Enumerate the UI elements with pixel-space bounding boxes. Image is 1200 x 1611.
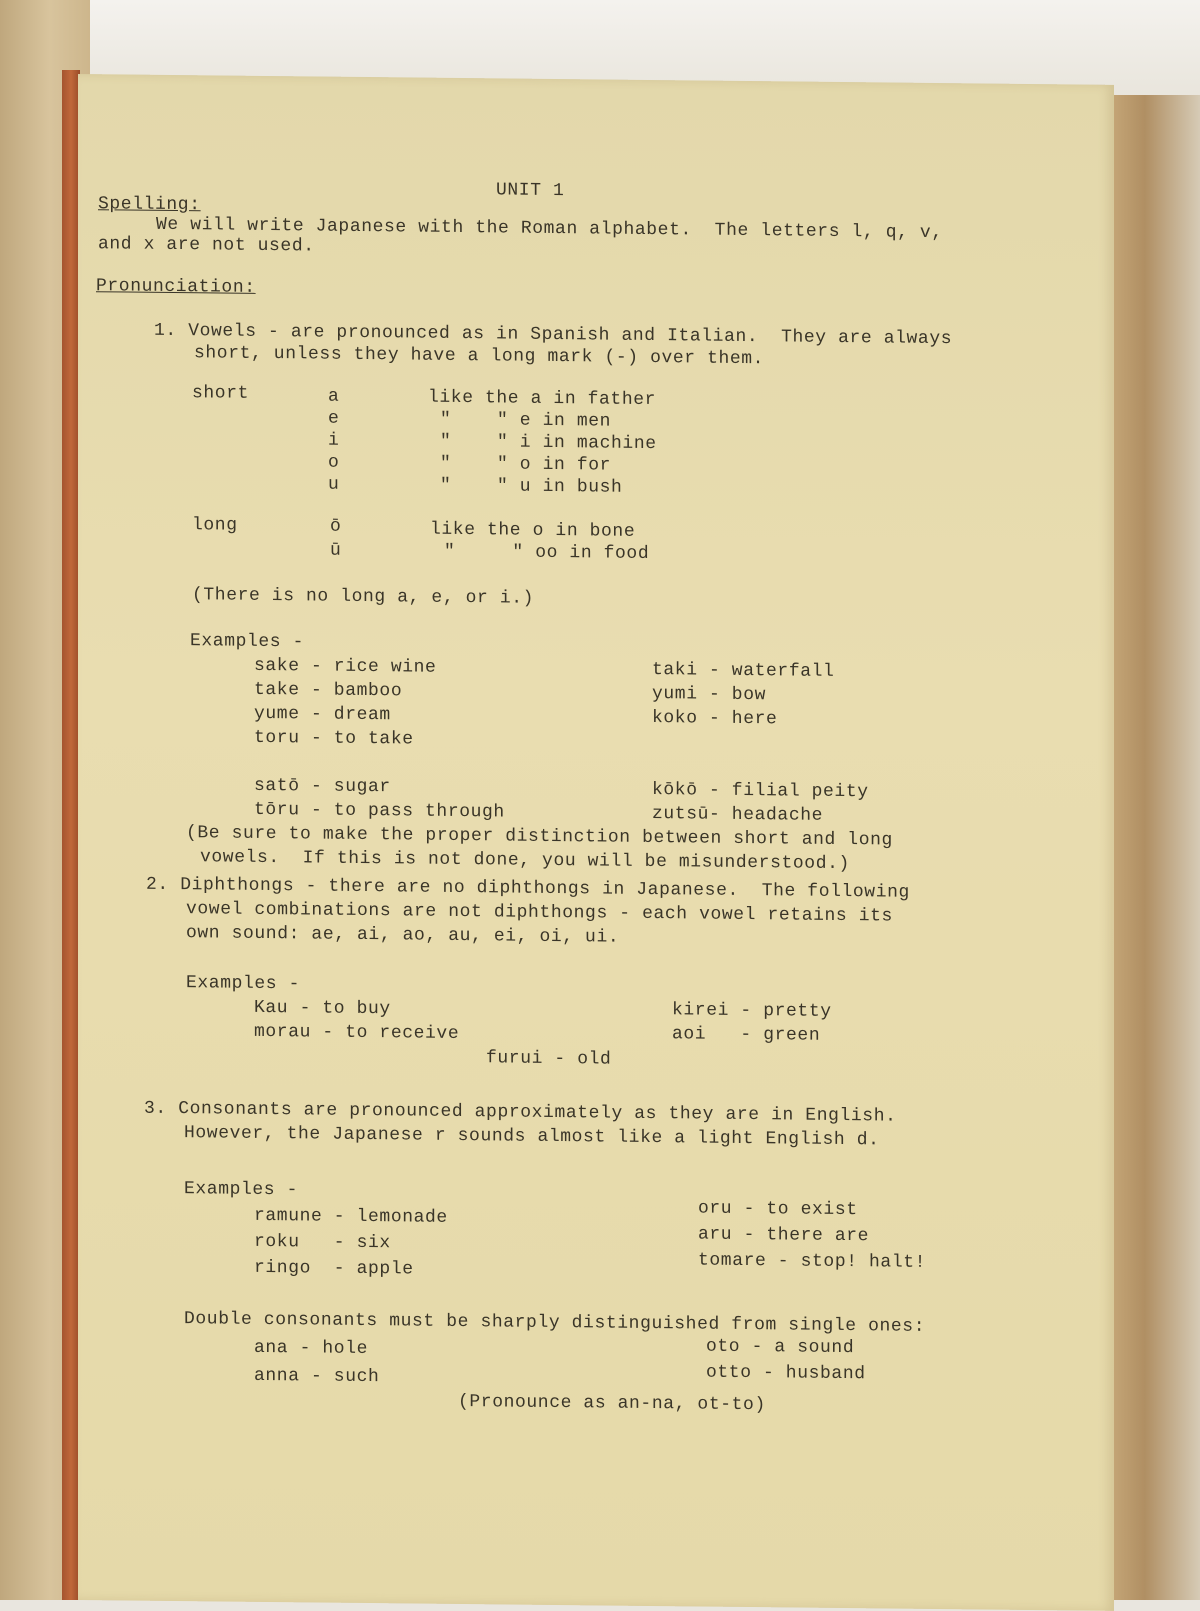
- long-example-right: kōkō - filial peity: [652, 780, 869, 803]
- short-letter: i: [328, 430, 340, 451]
- consonant-example-left: ringo - apple: [254, 1257, 414, 1280]
- short-label: short: [192, 383, 250, 404]
- short-letter: a: [328, 386, 340, 407]
- example-right: koko - here: [652, 708, 778, 730]
- consonant-example-right: tomare - stop! halt!: [698, 1250, 927, 1273]
- caution-line-2: vowels. If this is not done, you will be misunderstood.): [200, 847, 850, 875]
- example-right: yumi - bow: [652, 684, 767, 706]
- short-desc: like the a in father: [428, 387, 657, 411]
- pronunciation-heading: Pronunciation:: [96, 276, 256, 298]
- short-desc: " " u in bush: [440, 475, 623, 498]
- no-long-note: (There is no long a, e, or i.): [192, 585, 535, 609]
- diphthongs-line-1: 2. Diphthongs - there are no diphthongs in Japanese. The following: [146, 874, 910, 903]
- diphthong-example-center: furui - old: [486, 1048, 612, 1070]
- spelling-line-1: We will write Japanese with the Roman alphabet. The letters l, q, v,: [156, 214, 943, 244]
- long-desc: like the o in bone: [430, 519, 636, 542]
- consonants-line-1: 3. Consonants are pronounced approximately as they are in English.: [144, 1098, 897, 1127]
- short-desc: " " i in machine: [440, 431, 657, 455]
- long-desc: " " oo in food: [444, 541, 650, 564]
- double-consonants-line: Double consonants must be sharply distinguished from single ones:: [184, 1309, 926, 1337]
- consonants-examples-label: Examples -: [184, 1179, 299, 1201]
- diphthongs-line-2: vowel combinations are not diphthongs - each vowel retains its: [186, 899, 893, 927]
- long-label: long: [192, 515, 238, 536]
- consonant-example-left: ramune - lemonade: [254, 1205, 448, 1228]
- double-example-right: otto - husband: [706, 1362, 866, 1385]
- double-example-left: anna - such: [254, 1365, 380, 1388]
- long-letter: ō: [330, 516, 342, 537]
- right-cover-edge: [1108, 95, 1200, 1600]
- example-left: yume - dream: [254, 703, 391, 726]
- example-left: take - bamboo: [254, 679, 403, 702]
- long-example-left: satō - sugar: [254, 775, 391, 798]
- short-desc: " " o in for: [440, 453, 612, 476]
- long-letter: ū: [330, 540, 342, 561]
- vowels-intro-2: short, unless they have a long mark (-) over them.: [194, 343, 765, 370]
- short-letter: o: [328, 452, 340, 473]
- diphthong-example-right: kirei - pretty: [672, 1000, 832, 1022]
- diphthong-example-right: aoi - green: [672, 1024, 821, 1046]
- consonant-example-right: oru - to exist: [698, 1198, 858, 1221]
- example-left: sake - rice wine: [254, 655, 437, 678]
- diphthong-example-left: morau - to receive: [254, 1021, 460, 1044]
- examples-label: Examples -: [190, 631, 305, 653]
- vowels-intro-1: 1. Vowels - are pronounced as in Spanish and Italian. They are always: [154, 320, 953, 350]
- short-letter: e: [328, 408, 340, 429]
- caution-line-1: (Be sure to make the proper distinction between short and long: [186, 823, 893, 851]
- diphthongs-examples-label: Examples -: [186, 973, 301, 995]
- short-desc: " " e in men: [440, 409, 612, 432]
- consonants-line-2: However, the Japanese r sounds almost like a light English d.: [184, 1123, 880, 1151]
- spelling-heading: Spelling:: [98, 194, 201, 216]
- typed-page: [78, 74, 1114, 1611]
- example-left: toru - to take: [254, 727, 414, 750]
- long-example-right: zutsū- headache: [652, 804, 824, 826]
- double-example-right: oto - a sound: [706, 1336, 855, 1359]
- short-letter: u: [328, 474, 340, 495]
- consonant-example-left: roku - six: [254, 1231, 391, 1254]
- spelling-line-2: and x are not used.: [98, 234, 315, 257]
- double-pronounce-note: (Pronounce as an-na, ot-to): [458, 1391, 766, 1416]
- example-right: taki - waterfall: [652, 660, 835, 682]
- diphthongs-line-3: own sound: ae, ai, ao, au, ei, oi, ui.: [186, 923, 620, 948]
- unit-title: UNIT 1: [496, 180, 565, 202]
- consonant-example-right: aru - there are: [698, 1224, 870, 1247]
- diphthong-example-left: Kau - to buy: [254, 997, 391, 1020]
- double-example-left: ana - hole: [254, 1337, 369, 1360]
- long-example-left: tōru - to pass through: [254, 799, 505, 823]
